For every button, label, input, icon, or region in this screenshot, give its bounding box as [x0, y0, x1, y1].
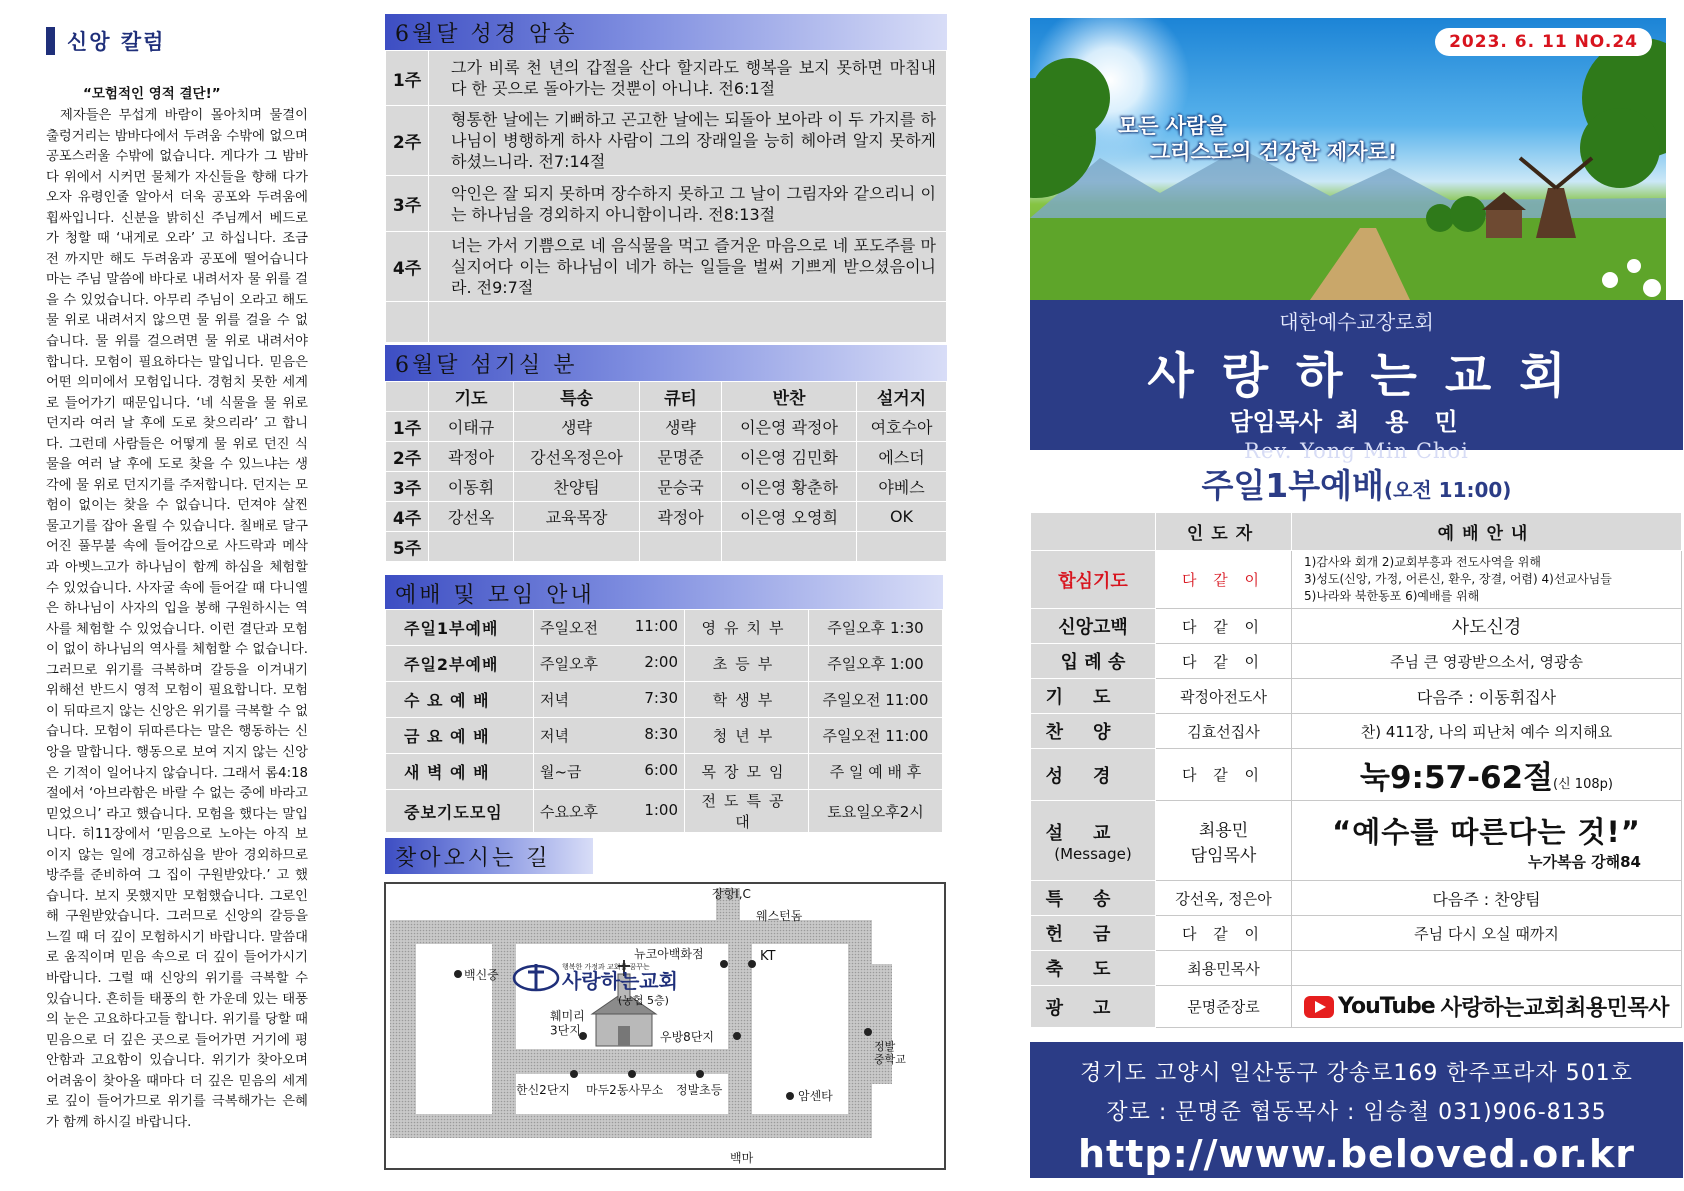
service-name: 주일1부예배 — [386, 610, 534, 646]
order-leader: 다 같 이 — [1156, 644, 1292, 679]
service-table — [385, 609, 943, 833]
duty-col-header: 설거지 — [857, 382, 947, 412]
duty-col-header — [386, 382, 429, 412]
church-contact: 장로 : 문명준 협동목사 : 임승철 031)906-8135 — [1106, 1100, 1607, 1125]
order-content — [1292, 749, 1682, 801]
sermon-title: “예수를 따른다는 것!” — [1332, 814, 1641, 849]
service-name: 주일2부예배 — [386, 646, 534, 682]
duty-col-header: 반찬 — [722, 382, 857, 412]
duty-col-header: 기도 — [429, 382, 514, 412]
order-row — [1031, 801, 1682, 881]
label-westdom: 웨스턴돔 — [756, 909, 803, 923]
order-item: 입 례 송 — [1031, 644, 1156, 679]
worship-time: (오전 11:00) — [1383, 478, 1512, 502]
duty-cell: 찬양팀 — [514, 472, 640, 502]
order-leader: 최용민목사 — [1156, 951, 1292, 986]
label-jeongbal-elem: 정발초등 — [676, 1083, 723, 1097]
label-kt: KT — [760, 949, 776, 964]
duty-section-title: 6월달 섬기실 분 — [395, 352, 578, 378]
order-item: 헌금 — [1031, 916, 1156, 951]
order-content: 주님 큰 영광받으소서, 영광송 — [1292, 644, 1682, 679]
verse-week: 4주 — [386, 232, 429, 302]
order-row — [1031, 881, 1682, 916]
order-content: 다음주 : 이동휘집사 — [1292, 679, 1682, 714]
column-heading — [46, 26, 308, 56]
order-row — [1031, 916, 1682, 951]
order-item: 축도 — [1031, 951, 1156, 986]
website-link[interactable]: http://www.beloved.or.kr — [1077, 1132, 1636, 1176]
verse-row — [386, 51, 947, 106]
label-baekma: 백마 — [730, 1151, 754, 1165]
order-col-header: 인도자 — [1156, 513, 1292, 551]
church-info-box — [1030, 300, 1683, 463]
dept-time: 주일오후 1:00 — [809, 646, 943, 682]
sermon-series: 누가복음 강해84 — [1527, 852, 1641, 871]
dept-name: 청년부 — [685, 718, 809, 754]
youtube-wordmark: YouTube — [1338, 994, 1435, 1019]
order-of-worship-table — [1030, 512, 1682, 1028]
order-item: 신앙고백 — [1031, 609, 1156, 644]
service-time: 저녁 8:30 — [534, 718, 685, 754]
duty-week: 5주 — [386, 532, 429, 562]
order-leader: 다 같 이 — [1156, 916, 1292, 951]
scripture-reference: 눅9:57-62절 — [1360, 760, 1554, 796]
service-name: 금 요 예 배 — [386, 718, 534, 754]
verse-text: 악인은 잘 되지 못하며 장수하지 못하고 그 날이 그림자와 같으리니 이는 하나님을 경외하지 아니함이니라. 전8:13절 — [429, 176, 947, 232]
service-row — [386, 646, 943, 682]
duty-cell: 여호수아 — [857, 412, 947, 442]
duty-cell: 이태규 — [429, 412, 514, 442]
service-row — [386, 754, 943, 790]
duty-cell: 에스더 — [857, 442, 947, 472]
youtube-icon — [1304, 996, 1334, 1018]
order-content — [1292, 801, 1682, 881]
directions-map — [384, 882, 946, 1170]
duty-cell: 이은영 오영희 — [722, 502, 857, 532]
pastor-line — [1030, 402, 1683, 437]
dept-name: 학생부 — [685, 682, 809, 718]
order-leader: 곽정아전도사 — [1156, 679, 1292, 714]
duty-cell: 문승국 — [640, 472, 722, 502]
pastor-title: 담임목사 — [1229, 408, 1323, 436]
youtube-channel[interactable] — [1292, 986, 1682, 1028]
verse-row — [386, 302, 947, 343]
label-church-floor: (농협 5층) — [618, 994, 669, 1007]
order-item: 기도 — [1031, 679, 1156, 714]
duty-row — [386, 532, 947, 562]
order-leader: 다 같 이 — [1156, 551, 1292, 609]
essay-body: 제자들은 무섭게 바람이 몰아치며 물결이 출렁거리는 밤바다에서 두려움 수밖에 없으며 공포스러울 수밖에 없습니다. 게다가 그 밤바다 위에서 시커먼 물체가 자신들을 향해 다가오자 유령인줄 알아서 더욱 공포와 두려움에 휩싸입니다. 신분을 밝히신 주님께서 베드로가 청할 때 ‘내게로 오라’ 고 하십니다. 조금 전 까지만 해도 두려움과 공포에 떨어습니다마는 주님 말씀에 바다로 내려서자 물 위를 걸을 수 있었습니다. 아무리 주님이 오라고 해도 물 위로 내려서지 않으면 물 위를 걸을 수 없습니다. 물 위를 걸으려면 물 위로 내려서야 합니다. 모험이 필요하다는 말입니다. 믿음은 어떤 의미에서 모험입니다. 경험치 못한 세계로 들어가기 때문입니다. ‘네 식물을 물 위로 던지라 여러 날 후에 도로 찾으리라’ 고 합니다. 그런데 사람들은 어떻게 물 위로 던진 식물을 여러 날 후에 도로 찾을 수 있느냐는 생각에 물 위로 던지기를 주저합니다. 던지는 모험이 없이는 찾을 수 없습니다. 던져야 살찐 물고기를 잡아 올릴 수 있습니다. 칠배로 달구어진 풀무불 속에 들어감으로 사드락과 메삭과 아벳느고가 하나님이 함께 하심을 체험할 수 있었습니다. 사자굴 속에 들어갈 때 다니엘은 하나님이 사자의 입을 봉해 구원하시는 역사를 체험할 수 있었습니다. 이런 결단과 모험이 없이 하나님의 역사를 체험할 수 없습니다. 그러므로 위기를 극복하며 갈등을 이겨내기 위해선 반드시 영적 모험이 필요합니다. 모험이 뒤따르지 않는 신앙은 위기를 극복할 수 없습니다. 모험이 뒤따른다는 말은 행동하는 신앙을 말합니다. 행동으로 보여 지지 않는 신앙은 기적이 일어나지 않습니다. 그래서 롬4:18절에서 ‘아브라함은 바랄 수 없는 중에 바라고 믿었으니’ 라고 했습니다. 모험을 했다는 말입니다. 히11장에서 ‘믿음으로 노아는 아직 보이지 않는 일에 경고하심을 받아 경외하므로 방주를 준비하여 그 집이 구원받았다.’ 고 했습니다. 보지 못했지만 모험했습니다. 그로인해 구원받았습니다. 그러므로 신앙의 갈등을 느낄 때 더 깊이 모험하시기 바랍니다. 말씀대로 움직이며 믿음 속으로 더 깊이 들어가시기 바랍니다. 그럴 때 신앙의 위기를 극복할 수 있습니다. 흔히들 태풍의 한 가운데 있는 태풍의 눈은 고요하다고들 합니다. 위기를 당할 때 믿음으로 더 깊은 곳으로 들어가면 거기에 평안함과 고요함이 있습니다. 위기가 찾아오며 어려움이 찾아올 때마다 더 깊은 믿음의 세계로 깊이 들어가므로 위기를 극복해가는 은혜가 함께 하시길 바랍니다. — [46, 108, 308, 1130]
footer-contact — [1030, 1042, 1683, 1178]
duty-cell: 곽정아 — [429, 442, 514, 472]
duty-cell: 곽정아 — [640, 502, 722, 532]
duty-header-row — [386, 382, 947, 412]
order-row — [1031, 749, 1682, 801]
duty-section-header — [385, 345, 947, 381]
pastor-english-name: Rev. Yong Min Choi — [1244, 439, 1469, 463]
label-church-motto: 행복한 가정과 교회를 꿈꾸는 — [562, 963, 650, 971]
prayer-topics: 1)감사와 회개 2)교회부흥과 전도사역을 위해 3)성도(신앙, 가정, 어른신, 환우, 장결, 어렴) 4)선교사님들 5)나라와 북한동포 6)예배를 위해 — [1292, 551, 1682, 609]
duty-cell: 강선옥정은아 — [514, 442, 640, 472]
order-row — [1031, 679, 1682, 714]
duty-row — [386, 472, 947, 502]
heading-bar — [46, 27, 55, 55]
duty-cell: 생략 — [640, 412, 722, 442]
service-time: 월~금 6:00 — [534, 754, 685, 790]
worship-title — [1030, 460, 1683, 507]
dept-time: 주일오전 11:00 — [809, 682, 943, 718]
order-row — [1031, 644, 1682, 679]
denomination: 대한예수교장로회 — [1279, 310, 1434, 334]
service-time: 저녁 7:30 — [534, 682, 685, 718]
service-row — [386, 682, 943, 718]
map-section-header — [385, 838, 593, 874]
label-woobang: 우방8단지 — [660, 1030, 715, 1044]
order-row — [1031, 551, 1682, 609]
service-name: 새 벽 예 배 — [386, 754, 534, 790]
duty-cell: 생략 — [514, 412, 640, 442]
verse-text: 형통한 날에는 기뻐하고 곤고한 날에는 되돌아 보아라 이 두 가지를 하나님이 병행하게 하사 사람이 그의 장래일을 능히 헤아려 알지 못하게 하셨느니라. 전7:14절 — [429, 106, 947, 176]
verse-week — [386, 302, 429, 343]
duty-cell: 이은영 곽정아 — [722, 412, 857, 442]
label-whemiri: 훼미리 3단지 — [550, 1009, 585, 1038]
duty-row — [386, 502, 947, 532]
duty-cell: 야베스 — [857, 472, 947, 502]
verse-section-title: 6월달 성경 암송 — [395, 21, 578, 47]
duty-week: 2주 — [386, 442, 429, 472]
duty-col-header: 특송 — [514, 382, 640, 412]
essay-title: “모험적인 영적 결단!” — [83, 86, 221, 102]
duty-cell — [514, 532, 640, 562]
order-content: 사도신경 — [1292, 609, 1682, 644]
order-content: 주님 다시 오실 때까지 — [1292, 916, 1682, 951]
service-section-header — [385, 575, 943, 611]
verse-section-header — [385, 14, 947, 50]
issue-date-badge: 2023. 6. 11 NO.24 — [1435, 28, 1652, 56]
duty-cell — [640, 532, 722, 562]
duty-cell — [722, 532, 857, 562]
label-jeongbal-mid: 정발 중학교 — [874, 1040, 906, 1067]
church-name: 사랑하는교회 — [1147, 348, 1594, 404]
duty-row — [386, 412, 947, 442]
pastor-name: 최용민 — [1336, 408, 1484, 436]
service-time: 주일오전 11:00 — [534, 610, 685, 646]
label-madu: 마두2동사무소 — [586, 1083, 664, 1097]
duty-cell: 이은영 황춘하 — [722, 472, 857, 502]
order-item: 광고 — [1031, 986, 1156, 1028]
dept-time: 주 일 예 배 후 — [809, 754, 943, 790]
service-row — [386, 790, 943, 833]
order-header-row — [1031, 513, 1682, 551]
order-item: 합심기도 — [1031, 551, 1156, 609]
duty-week: 4주 — [386, 502, 429, 532]
church-address: 경기도 고양시 일산동구 강송로169 한주프라자 501호 — [1080, 1061, 1633, 1086]
map-drawing — [386, 884, 944, 1168]
label-baekshin: 백신중 — [464, 968, 499, 982]
duty-cell: 문명준 — [640, 442, 722, 472]
hero-banner — [1030, 18, 1666, 300]
order-leader: 다 같 이 — [1156, 749, 1292, 801]
slogan-line1: 모든 사람을 — [1118, 114, 1227, 138]
service-name: 수 요 예 배 — [386, 682, 534, 718]
label-ic: 장항I,C — [712, 887, 751, 901]
label-church: 사랑하는교회 — [562, 969, 678, 993]
duty-table — [385, 381, 947, 562]
verse-week: 3주 — [386, 176, 429, 232]
verse-row — [386, 232, 947, 302]
order-item: 성경 — [1031, 749, 1156, 801]
order-item: 특송 — [1031, 881, 1156, 916]
order-item: 찬양 — [1031, 714, 1156, 749]
order-leader: 최용민 담임목사 — [1156, 801, 1292, 881]
order-col-header — [1031, 513, 1156, 551]
verse-week: 2주 — [386, 106, 429, 176]
order-item: 설교 (Message) — [1031, 801, 1156, 881]
service-section-title: 예배 및 모임 안내 — [395, 582, 595, 608]
duty-cell: 교육목장 — [514, 502, 640, 532]
order-leader: 김효선집사 — [1156, 714, 1292, 749]
map-section-title: 찾아오시는 길 — [395, 845, 551, 871]
service-time: 수요오후 1:00 — [534, 790, 685, 833]
dept-name: 전도특공대 — [685, 790, 809, 833]
order-row — [1031, 986, 1682, 1028]
dept-name: 초등부 — [685, 646, 809, 682]
dept-time: 주일오후 1:30 — [809, 610, 943, 646]
youtube-channel-name: 사랑하는교회최용민목사 — [1440, 996, 1669, 1021]
order-leader: 강선옥, 정은아 — [1156, 881, 1292, 916]
verse-text: 너는 가서 기쁨으로 네 음식물을 먹고 즐거운 마음으로 네 포도주를 마실지어다 이는 하나님이 네가 하는 일들을 벌써 기쁘게 받으셨음이니라. 전9:7절 — [429, 232, 947, 302]
verse-row — [386, 106, 947, 176]
order-col-header: 예배안내 — [1292, 513, 1682, 551]
label-amcenter: 암센타 — [798, 1089, 833, 1103]
dept-time: 토요일오후2시 — [809, 790, 943, 833]
duty-cell — [429, 532, 514, 562]
duty-cell: 이동휘 — [429, 472, 514, 502]
dept-name: 영유치부 — [685, 610, 809, 646]
order-row — [1031, 951, 1682, 986]
verse-week: 1주 — [386, 51, 429, 106]
order-content: 다음주 : 찬양팀 — [1292, 881, 1682, 916]
order-content — [1292, 951, 1682, 986]
verse-row — [386, 176, 947, 232]
scripture-page: (신 108p) — [1553, 777, 1613, 792]
service-time: 주일오후 2:00 — [534, 646, 685, 682]
duty-week: 1주 — [386, 412, 429, 442]
order-row — [1031, 714, 1682, 749]
order-leader: 문명준장로 — [1156, 986, 1292, 1028]
order-content: 찬) 411장, 나의 피난처 예수 의지해요 — [1292, 714, 1682, 749]
column-panel — [46, 26, 308, 1133]
duty-cell: OK — [857, 502, 947, 532]
duty-col-header: 큐티 — [640, 382, 722, 412]
verse-table — [385, 50, 947, 343]
dept-name: 목장모임 — [685, 754, 809, 790]
verse-text — [429, 302, 947, 343]
order-row — [1031, 609, 1682, 644]
duty-cell — [857, 532, 947, 562]
dept-time: 주일오전 11:00 — [809, 718, 943, 754]
service-row — [386, 718, 943, 754]
duty-cell: 강선옥 — [429, 502, 514, 532]
label-newcore: 뉴코아백화점 — [634, 947, 704, 961]
column-title: 신앙 칼럼 — [67, 30, 166, 54]
order-leader: 다 같 이 — [1156, 609, 1292, 644]
service-name: 중보기도모임 — [386, 790, 534, 833]
worship-name: 주일1부예배 — [1201, 466, 1384, 505]
duty-row — [386, 442, 947, 472]
duty-cell: 이은영 김민화 — [722, 442, 857, 472]
service-row — [386, 610, 943, 646]
duty-week: 3주 — [386, 472, 429, 502]
verse-text: 그가 비록 천 년의 갑절을 산다 할지라도 행복을 보지 못하면 마침내 다 한 곳으로 돌아가는 것뿐이 아니냐. 전6:1절 — [429, 51, 947, 106]
slogan-line2: 그리스도의 건강한 제자로! — [1150, 140, 1398, 164]
label-hanshin: 한신2단지 — [516, 1083, 571, 1097]
